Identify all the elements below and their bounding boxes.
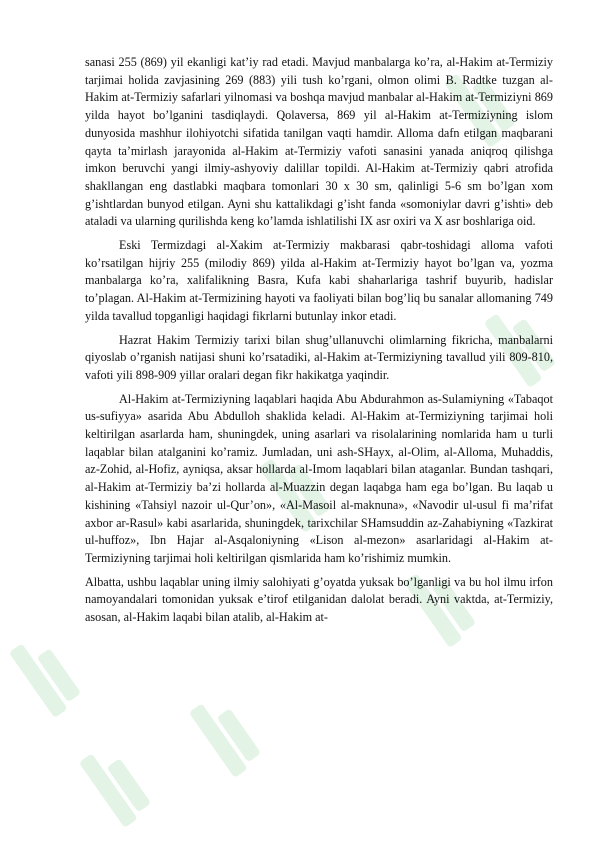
paragraph-2: Eski Termizdagi al-Xakim at-Termiziy makbarasi qabr-toshidagi alloma vafoti ko’rsatilgan hijriy 255 (milodiy 869) yilda al-Hakim at-Termiziy hayot bo’lgan va, yozma manbalarga ko’ra, xalifalikning Basra, Kufa kabi shaharlariga tashrif buyurib, hadislar to’plagan. Al-Hakim at-Termizining hayoti va faoliyati bilan bog’liq bu sanalar allomaning 749 yilda tavallud topganligi haqidagi fikrlarni butunlay inkor etadi. (85, 238, 553, 323)
watermark-logo-icon (181, 678, 290, 792)
paragraph-3: Hazrat Hakim Termiziy tarixi bilan shug’ullanuvchi olimlarning fikricha, manbalarni qiyoslab o’rganish natijasi shuni ko’rsatadiki, al-Hakim at-Termiziyning tavallud yili 809-810, vafoti yili 898-909 yillar oralari degan fikr hakikatga yaqindir. (85, 332, 553, 382)
document-page (85, 54, 553, 633)
paragraph-4: Al-Hakim at-Termiziyning laqablari haqida Abu Abdurahmon as-Sulamiyning «Tabaqot us-sufiyya» asarida Abu Abdulloh shaklida keladi. Al-Hakim at-Termiziyning tarjimai holi keltirilgan asarlarda ham, shuningdek, uning asarlari va risolalarining nomlarida ham u turli laqablar bilan atalganini ko’ramiz. Jumladan, uni ash-SHayx, al-Olim, al-Alloma, Muhaddis, az-Zohid, al-Hofiz, ayniqsa, aksar hollarda al-Imom laqablari bilan ataganlar. Bundan tashqari, al-Hakim at-Termiziy ba’zi hollarda al-Muazzin degan laqabga ham ega bo’lgan. Bu laqab u kishining «Tahsiyl nazoir ul-Qur’on», «Al-Masoil al-maknuna», «Navodir ul-usul fi ma’rifat axbor ar-Rasul» kabi asarlarida, shuningdek, tarixchilar SHamsuddin az-Zahabiyning «Tazkirat ul-huffoz», Ibn Hajar al-Asqaloniyning «Lison al-mezon» asarlaridagi al-Hakim at-Termiziyning tarjimai holi keltirilgan qismlarida ham ko’rishimiz mumkin. (85, 391, 553, 565)
watermark-logo-icon (71, 728, 180, 842)
paragraph-5: Albatta, ushbu laqablar uning ilmiy salohiyati g’oyatda yuksak bo’lganligi va bu hol ilmu irfon namoyandalari tomonidan yuksak e’tirof etilganidan dalolat beradi. Ayni vaktda, at-Termiziy, asosan, al-Hakim laqabi bilan atalib, al-Hakim at- (85, 574, 553, 625)
paragraph-1: sanasi 255 (869) yil ekanligi kat’iy rad etadi. Mavjud manbalarga ko’ra, al-Hakim at-Termiziy tarjimai holida zavjasining 269 (883) yili tush ko’rgani, olmon olimi B. Radtke tuzgan al-Hakim at-Termiziy safarlari yilnomasi va boshqa mavjud manbalar al-Hakim at-Termiziyni 869 yilda hayot bo’lganini tasdiqlaydi. Qolaversa, 869 yil al-Hakim at-Termiziyning islom dunyosida mashhur ilohiyotchi sifatida tanilgan vaqti hamdir. Alloma dafn etilgan maqbarani qayta ta’mirlash jarayonida al-Hakim at-Termiziy vafoti sanasini yanada aniqroq qilishga imkon beruvchi yangi ilmiy-ashyoviy dalillar topildi. Al-Hakim at-Termiziy qabri atrofida shakllangan eng dastlabki maqbara tomonlari 30 x 30 sm, qalinligi 5-6 sm bo’lgan xom g’ishtlardan bunyod etilgan. Ayni shu kattalikdagi g’isht fanda «somoniylar davri g’ishti» deb ataladi va ularning qurilishda keng ko’lamda ishlatilishi IX asr oxiri va X asr boshlariga oid. (85, 55, 553, 229)
watermark-logo-icon (1, 618, 110, 732)
